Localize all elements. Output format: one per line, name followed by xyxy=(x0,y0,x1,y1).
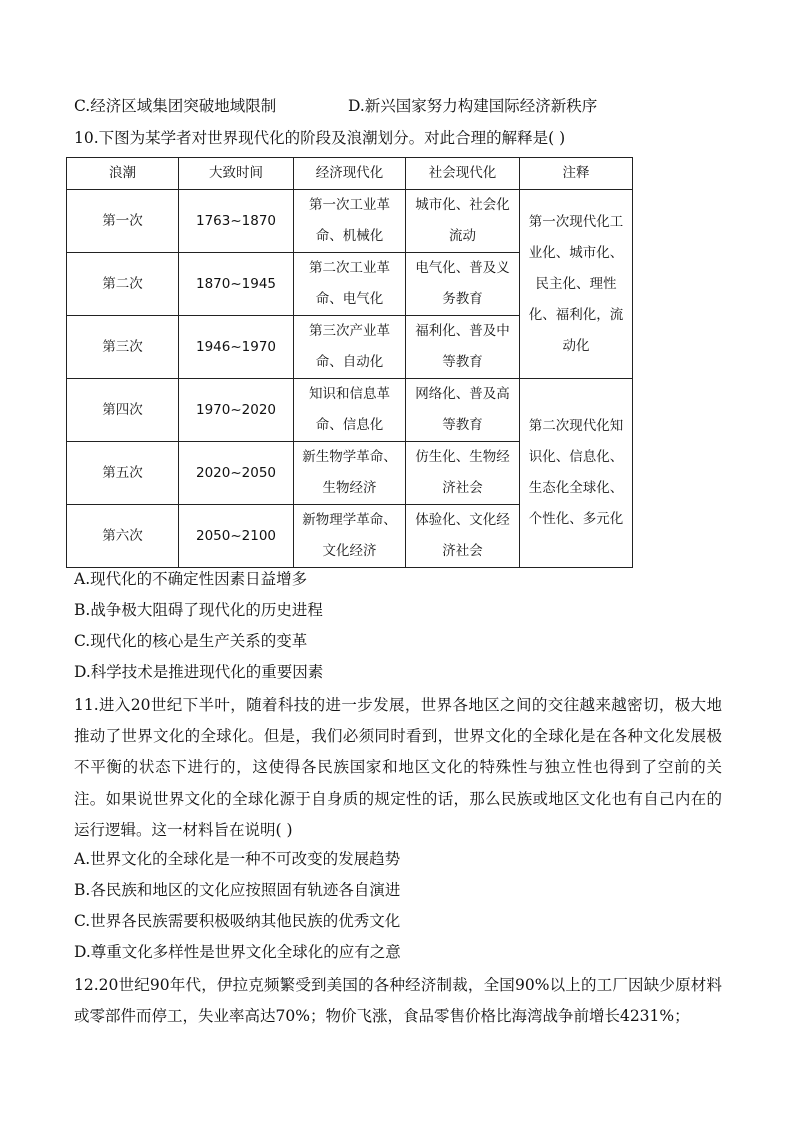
wave-cell: 第六次 xyxy=(67,505,179,568)
option-d-prev: D.新兴国家努力构建国际经济新秩序 xyxy=(348,97,598,115)
time-cell: 2020~2050 xyxy=(179,442,294,505)
q10-option-d: D.科学技术是推进现代化的重要因素 xyxy=(74,663,324,681)
question-11-stem: 11.进入20世纪下半叶，随着科技的进一步发展，世界各地区之间的交往越来越密切，极大地推动了世界文化的全球化。但是，我们必须同时看到，世界文化的全球化是在各种文化发展极不平衡的状态下进行的，这使得各民族国家和地区文化的特殊性与独立性也得到了空前的关注。如果说世界文化的全球化源于自身质的规定性的话，那么民族或地区文化也有自己内在的运行逻辑。这一材料旨在说明( ) xyxy=(74,696,722,839)
header-wave: 浪潮 xyxy=(67,158,179,190)
q11-option-b: B.各民族和地区的文化应按照固有轨迹各自演进 xyxy=(74,881,401,899)
q10-option-a: A.现代化的不确定性因素日益增多 xyxy=(74,570,308,588)
social-cell: 体验化、文化经济社会 xyxy=(406,505,520,568)
header-time: 大致时间 xyxy=(179,158,294,190)
econ-cell: 第二次工业革命、电气化 xyxy=(294,253,406,316)
q11-option-a: A.世界文化的全球化是一种不可改变的发展趋势 xyxy=(74,850,401,868)
social-cell: 网络化、普及高等教育 xyxy=(406,379,520,442)
wave-cell: 第一次 xyxy=(67,190,179,253)
q11-option-d: D.尊重文化多样性是世界文化全球化的应有之意 xyxy=(74,943,401,961)
option-c-prev: C.经济区域集团突破地域限制 xyxy=(74,97,277,115)
table-row xyxy=(67,379,633,442)
wave-cell: 第二次 xyxy=(67,253,179,316)
time-cell: 1946~1970 xyxy=(179,316,294,379)
note-second-modernization: 第二次现代化知识化、信息化、生态化全球化、个性化、多元化 xyxy=(520,379,633,568)
wave-cell: 第四次 xyxy=(67,379,179,442)
social-cell: 仿生化、生物经济社会 xyxy=(406,442,520,505)
header-econ: 经济现代化 xyxy=(294,158,406,190)
time-cell: 1763~1870 xyxy=(179,190,294,253)
time-cell: 2050~2100 xyxy=(179,505,294,568)
social-cell: 福利化、普及中等教育 xyxy=(406,316,520,379)
question-12-stem: 12.20世纪90年代，伊拉克频繁受到美国的各种经济制裁，全国90%以上的工厂因缺少原材料或零部件而停工，失业率高达70%；物价飞涨，食品零售价格比海湾战争前增长4231%； xyxy=(74,976,722,1026)
header-note: 注释 xyxy=(520,158,633,190)
social-cell: 城市化、社会化流动 xyxy=(406,190,520,253)
social-cell: 电气化、普及义务教育 xyxy=(406,253,520,316)
table-header-row xyxy=(67,158,633,190)
econ-cell: 第一次工业革命、机械化 xyxy=(294,190,406,253)
modernization-wave-table xyxy=(66,157,633,568)
q11-option-c: C.世界各民族需要积极吸纳其他民族的优秀文化 xyxy=(74,912,401,930)
q10-option-c: C.现代化的核心是生产关系的变革 xyxy=(74,632,308,650)
econ-cell: 第三次产业革命、自动化 xyxy=(294,316,406,379)
note-first-modernization: 第一次现代化工业化、城市化、民主化、理性化、福利化，流动化 xyxy=(520,190,633,379)
wave-cell: 第三次 xyxy=(67,316,179,379)
time-cell: 1870~1945 xyxy=(179,253,294,316)
econ-cell: 知识和信息革命、信息化 xyxy=(294,379,406,442)
table-row xyxy=(67,190,633,253)
question-10-stem: 10.下图为某学者对世界现代化的阶段及浪潮划分。对此合理的解释是( ) xyxy=(74,129,566,147)
header-social: 社会现代化 xyxy=(406,158,520,190)
econ-cell: 新物理学革命、文化经济 xyxy=(294,505,406,568)
wave-cell: 第五次 xyxy=(67,442,179,505)
q10-option-b: B.战争极大阻碍了现代化的历史进程 xyxy=(74,601,323,619)
time-cell: 1970~2020 xyxy=(179,379,294,442)
econ-cell: 新生物学革命、生物经济 xyxy=(294,442,406,505)
